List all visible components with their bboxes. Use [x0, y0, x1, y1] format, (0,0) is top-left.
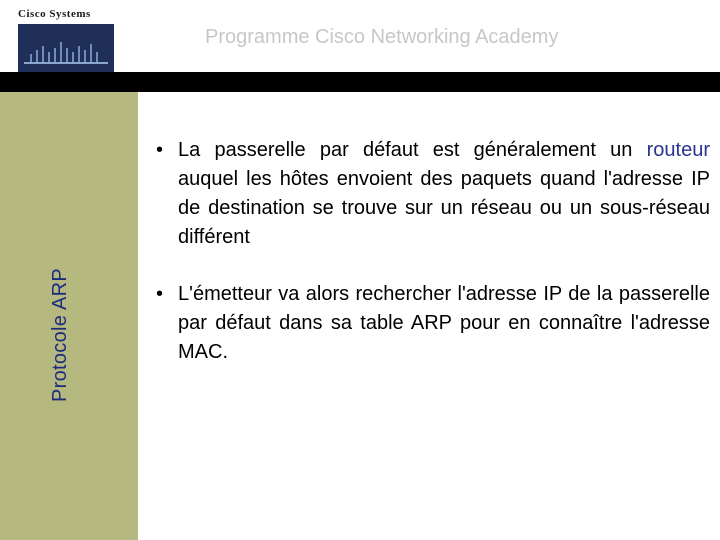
- vertical-section-title: Protocole ARP: [49, 268, 71, 402]
- bullet-symbol-2: •: [156, 283, 164, 305]
- header-black-bar: [0, 72, 720, 92]
- bullet-1-text-end: auquel les hôtes envoient des paquets quand l'adresse IP de destination se trouve sur un réseau ou un sous-réseau différent: [178, 168, 710, 248]
- bullet-1-highlight: routeur: [646, 139, 710, 161]
- bullet-2-text: L'émetteur va alors rechercher l'adresse IP de la passerelle par défaut dans sa table ARP pour en connaître l'adresse MAC.: [178, 283, 710, 363]
- slide-content: [148, 136, 710, 395]
- bullet-item-2: [148, 280, 710, 367]
- bullet-1-text-start: La passerelle par défaut est généralement un: [178, 139, 633, 161]
- bullet-item-1: [148, 136, 710, 252]
- cisco-systems-logo: [14, 8, 122, 64]
- logo-bridge-icon: [18, 24, 114, 72]
- logo-brand-text: Cisco Systems: [18, 8, 91, 20]
- header-title: Programme Cisco Networking Academy: [205, 26, 559, 48]
- bullet-symbol-1: •: [156, 139, 164, 161]
